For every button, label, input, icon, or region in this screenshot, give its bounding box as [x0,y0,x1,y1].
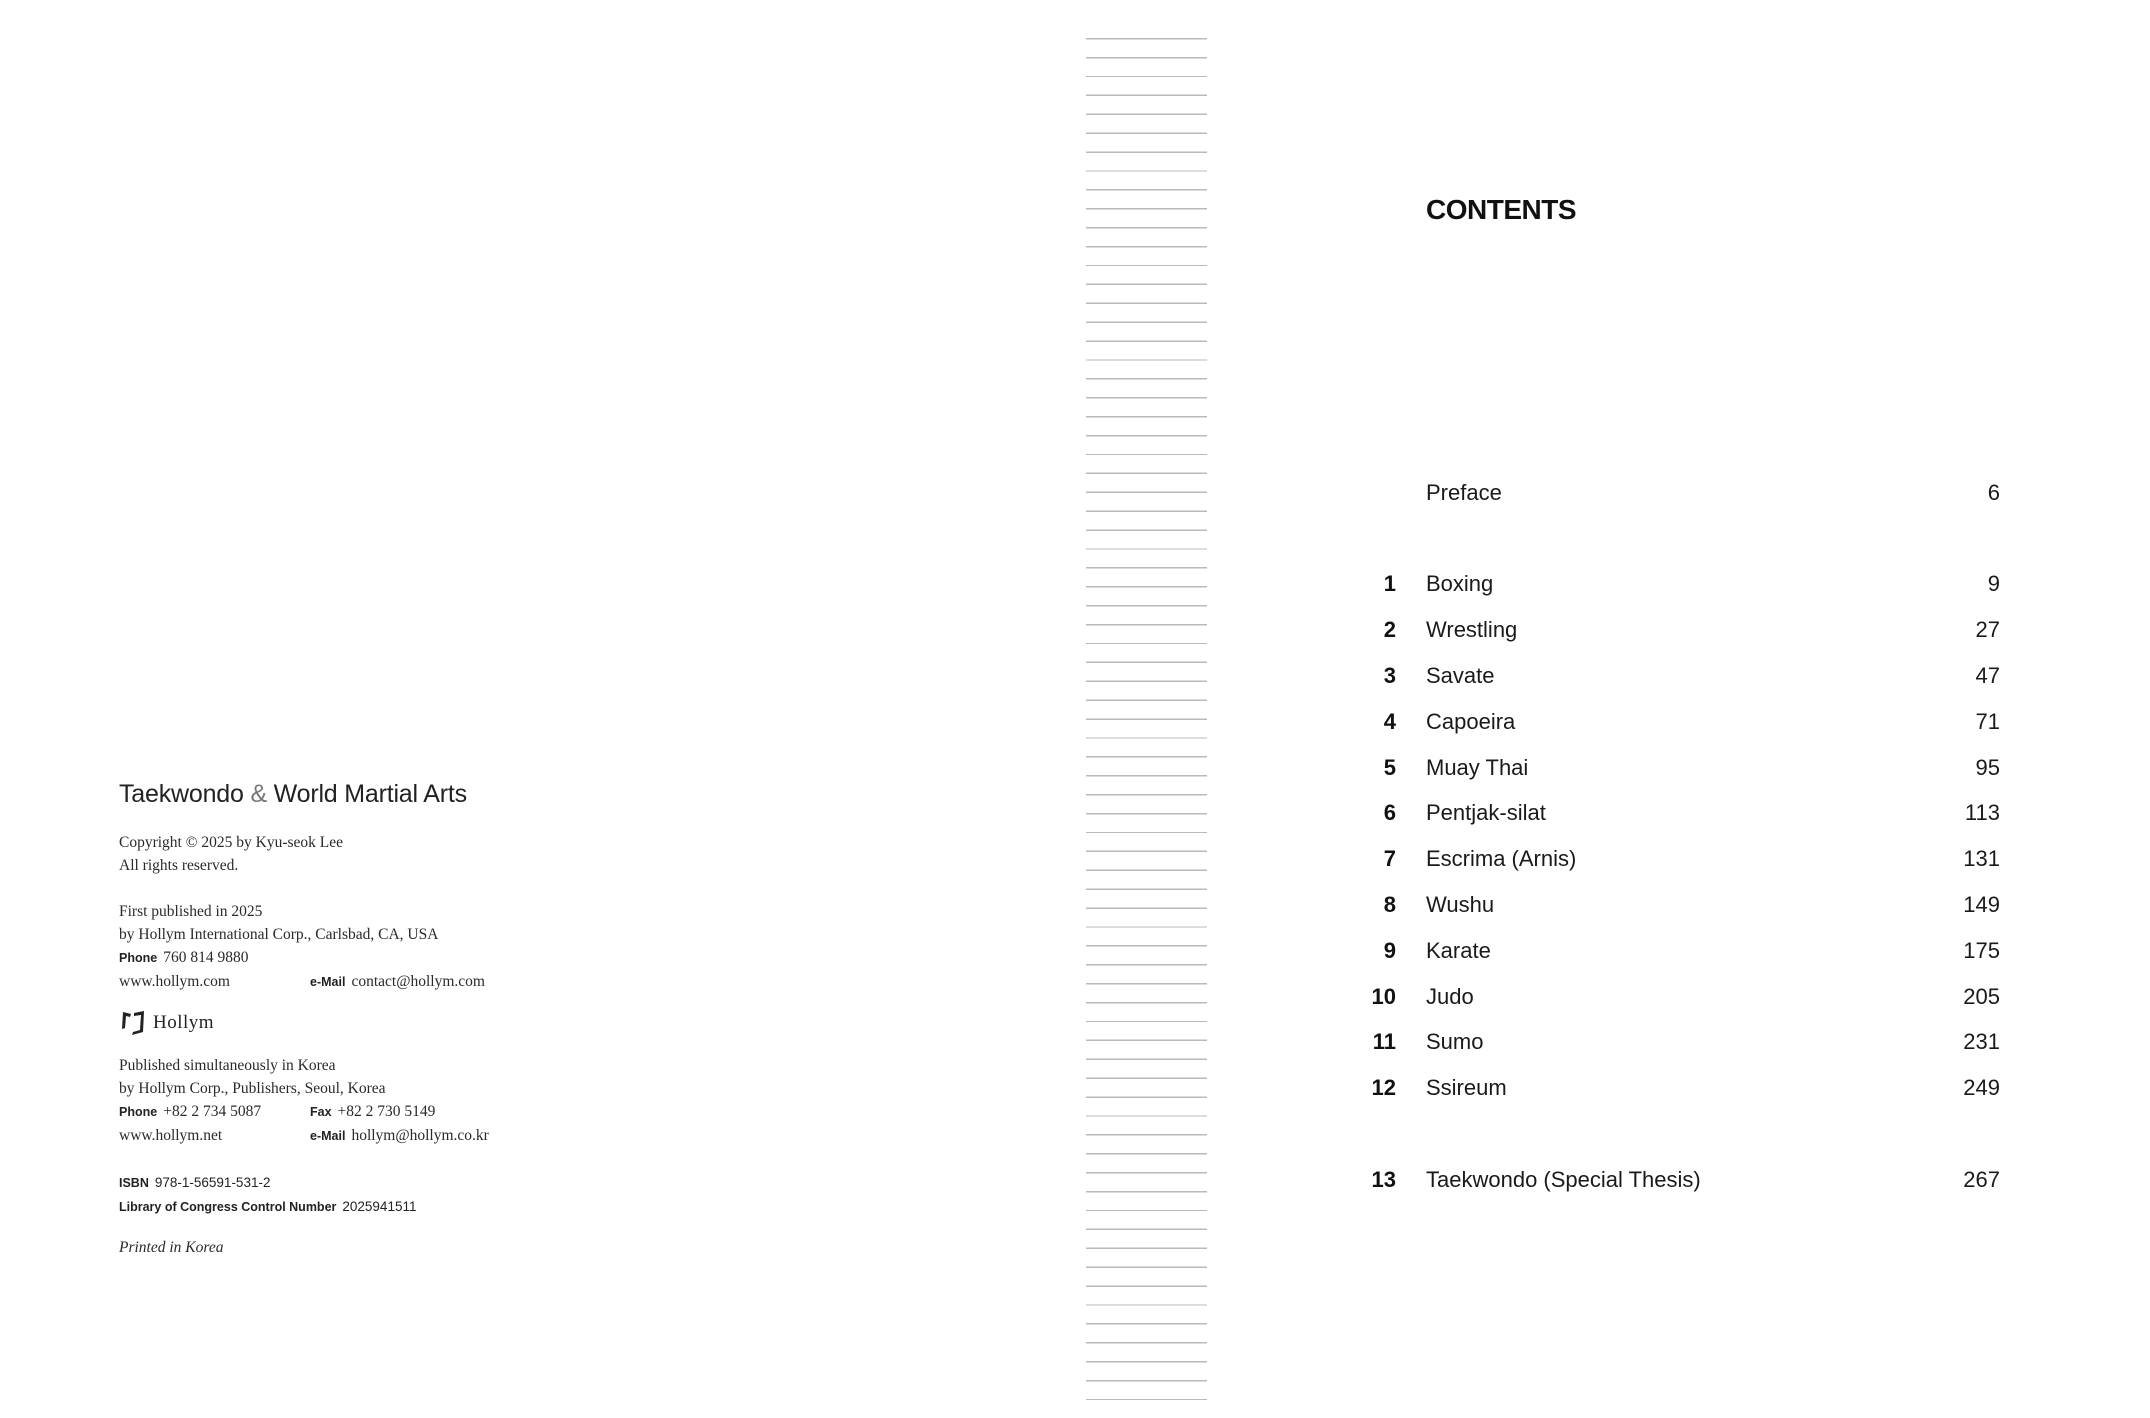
toc-entry[interactable] [1360,882,2000,928]
kr-publisher-line: by Hollym Corp., Publishers, Seoul, Korea [119,1080,386,1097]
toc-entry-special-thesis[interactable] [1360,1157,2000,1203]
book-title-part2: World Martial Arts [273,780,467,808]
toc-entry-page: 149 [1963,892,2000,918]
toc-entry-title: Taekwondo (Special Thesis) [1426,1166,1701,1192]
toc-entry-number: 1 [1383,571,1396,597]
toc-entry-title: Boxing [1426,571,1494,597]
kr-email-label: e-Mail [310,1129,346,1143]
ruled-lines-strip [1086,30,1207,1410]
kr-email-value: hollym@hollym.co.kr [351,1127,489,1144]
us-contact-line [119,970,679,994]
toc-entry-number: 9 [1383,937,1396,963]
published-korea-line: Published simultaneously in Korea [119,1057,336,1074]
toc-entry-preface[interactable] [1360,470,2000,516]
kr-phone-label: Phone [119,1105,158,1119]
toc-entry[interactable] [1360,928,2000,974]
toc-entry-page: 6 [1987,479,2000,505]
toc-entry-number: 2 [1383,617,1396,643]
isbn-line [119,1171,679,1195]
toc-entry-page: 131 [1963,846,2000,872]
toc-entry-number: 13 [1371,1166,1396,1192]
toc-entry-page: 249 [1963,1075,2000,1101]
toc-entry-title: Ssireum [1426,1075,1507,1101]
hollym-logo-icon [119,1009,147,1037]
first-published-line: First published in 2025 [119,903,263,920]
kr-fax-value: +82 2 730 5149 [337,1103,436,1120]
isbn-label: ISBN [119,1176,149,1190]
printed-in-line: Printed in Korea [119,1239,224,1256]
copyright-page [119,780,679,1257]
us-publisher-line: by Hollym International Corp., Carlsbad, CA, USA [119,926,439,943]
toc-entry-number: 4 [1383,708,1396,734]
toc-entry-page: 113 [1964,800,2000,826]
toc-entry-title: Escrima (Arnis) [1426,846,1577,872]
kr-phone-group [119,1100,310,1124]
us-website: www.hollym.com [119,973,230,990]
toc-entry-title: Sumo [1426,1029,1484,1055]
toc-entry-number: 3 [1383,663,1396,689]
toc-chapter-list [1360,562,2000,1112]
toc-entry-title: Muay Thai [1426,754,1529,780]
kr-email-group [310,1124,489,1148]
toc-entry[interactable] [1360,791,2000,837]
us-email-value: contact@hollym.com [351,973,485,990]
kr-phone-fax-line [119,1100,679,1124]
hollym-logo [119,1006,679,1040]
lccn-label: Library of Congress Control Number [119,1200,337,1214]
hollym-logo-text: Hollym [153,1012,215,1033]
book-title [119,780,679,809]
toc-entry[interactable] [1360,607,2000,653]
kr-website: www.hollym.net [119,1127,223,1144]
toc-entry-number: 7 [1383,846,1396,872]
isbn-value: 978-1-56591-531-2 [154,1175,271,1190]
toc-entry-number: 5 [1383,754,1396,780]
toc-entry-title: Savate [1426,663,1495,689]
toc-entry-number: 6 [1383,800,1396,826]
contents-heading: CONTENTS [1426,194,1576,225]
toc-entry-page: 47 [1975,663,2000,689]
toc-entry-number: 8 [1383,892,1396,918]
toc-entry-title: Judo [1426,983,1474,1009]
toc-entry[interactable] [1360,699,2000,745]
toc-entry-number: 10 [1371,983,1396,1009]
kr-contact-line [119,1124,679,1148]
us-phone-line [119,946,679,970]
book-title-part1: Taekwondo [119,780,244,808]
toc-entry-number: 12 [1371,1075,1396,1101]
toc-entry-title: Preface [1426,479,1502,505]
toc-entry-page: 205 [1963,983,2000,1009]
copyright-line: Copyright © 2025 by Kyu-seok Lee [119,834,344,851]
book-title-ampersand: & [250,780,267,808]
lccn-value: 2025941511 [342,1199,417,1214]
toc-entry[interactable] [1360,1065,2000,1111]
table-of-contents [1360,470,2000,1203]
lccn-line [119,1195,679,1219]
toc-entry-page: 95 [1975,754,2000,780]
rights-line: All rights reserved. [119,857,239,874]
toc-entry-title: Karate [1426,937,1491,963]
toc-entry-title: Pentjak-silat [1426,800,1546,826]
toc-entry-number: 11 [1372,1029,1396,1055]
toc-entry-title: Wushu [1426,892,1495,918]
toc-entry-page: 71 [1975,708,2000,734]
toc-entry[interactable] [1360,653,2000,699]
toc-entry-title: Wrestling [1426,617,1518,643]
toc-entry-page: 175 [1963,937,2000,963]
toc-entry-page: 267 [1963,1166,2000,1192]
toc-entry[interactable] [1360,836,2000,882]
toc-entry[interactable] [1360,562,2000,608]
kr-phone-value: +82 2 734 5087 [163,1103,262,1120]
us-phone-value: 760 814 9880 [163,949,249,966]
us-email-label: e-Mail [310,975,346,989]
toc-entry-title: Capoeira [1426,708,1516,734]
kr-fax-label: Fax [310,1105,332,1119]
toc-entry[interactable] [1360,974,2000,1020]
toc-entry[interactable] [1360,1020,2000,1066]
toc-entry-page: 27 [1975,617,2000,643]
us-email-group [310,970,485,994]
toc-entry-page: 231 [1963,1029,2000,1055]
toc-entry-page: 9 [1987,571,2000,597]
kr-fax-group [310,1100,435,1124]
toc-entry[interactable] [1360,745,2000,791]
us-phone-label: Phone [119,951,158,965]
